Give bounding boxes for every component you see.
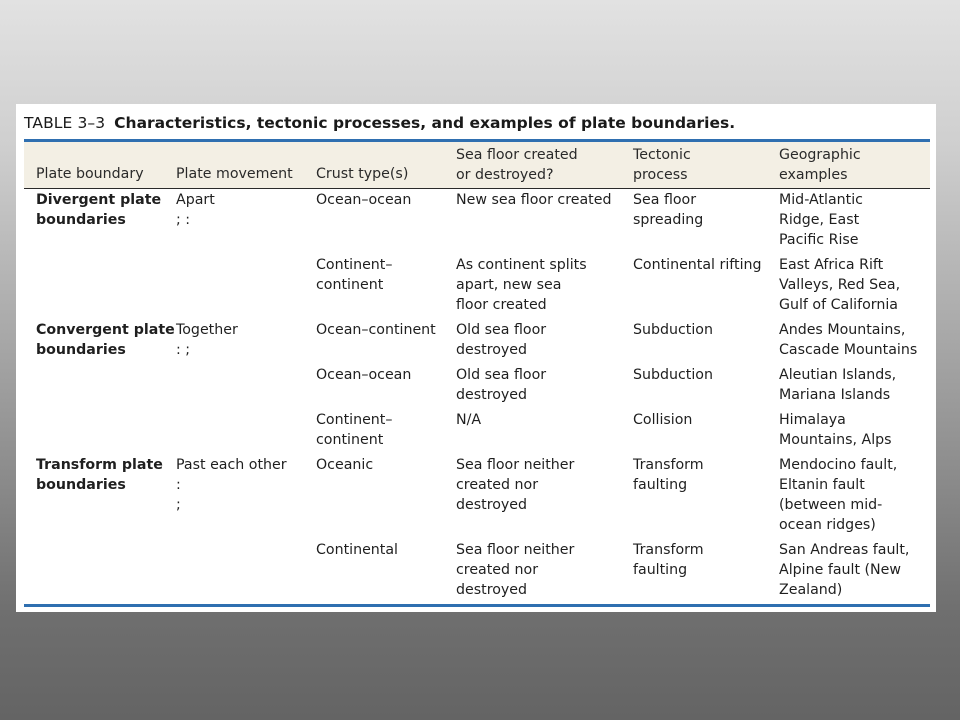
row-4-sea-floor: N/A bbox=[456, 412, 482, 428]
row-2-examples: Andes Mountains, Cascade Mountains bbox=[779, 322, 918, 358]
row-5-sea-floor: Sea floor neither created nor destroyed bbox=[456, 457, 575, 513]
header-tectonic-process: Tectonic process bbox=[633, 147, 691, 183]
row-5-examples: Mendocino fault, Eltanin fault (between mid- ocean ridges) bbox=[779, 457, 898, 533]
table-caption bbox=[24, 114, 930, 138]
movement-transform: Past each other : ; bbox=[176, 457, 287, 513]
movement-convergent: Together : ; bbox=[176, 322, 238, 358]
row-5-process: Transform faulting bbox=[633, 457, 704, 493]
row-3-sea-floor: Old sea floor destroyed bbox=[456, 367, 547, 403]
row-0-examples: Mid-Atlantic Ridge, East Pacific Rise bbox=[779, 192, 863, 248]
row-1-examples: East Africa Rift Valleys, Red Sea, Gulf of California bbox=[779, 257, 901, 313]
row-3-crust: Ocean–ocean bbox=[316, 367, 412, 383]
row-5-crust: Oceanic bbox=[316, 457, 374, 473]
row-4-examples: Himalaya Mountains, Alps bbox=[779, 412, 892, 448]
header-geographic-examples: Geographic examples bbox=[779, 147, 861, 183]
row-4-crust: Continent– continent bbox=[316, 412, 393, 448]
row-0-crust: Ocean–ocean bbox=[316, 192, 412, 208]
table-title: Characteristics, tectonic processes, and examples of plate boundaries. bbox=[114, 114, 736, 132]
table-label: TABLE 3–3 bbox=[24, 114, 106, 132]
table-figure bbox=[16, 104, 936, 612]
bottom-rule bbox=[24, 604, 930, 607]
row-0-process: Sea floor spreading bbox=[633, 192, 704, 228]
boundary-transform: Transform plate boundaries bbox=[36, 457, 163, 493]
row-1-sea-floor: As continent splits apart, new sea floor created bbox=[456, 257, 587, 313]
row-1-process: Continental rifting bbox=[633, 257, 762, 273]
row-2-sea-floor: Old sea floor destroyed bbox=[456, 322, 547, 358]
header-sea-floor: Sea floor created or destroyed? bbox=[456, 147, 578, 183]
row-0-sea-floor: New sea floor created bbox=[456, 192, 612, 208]
row-2-process: Subduction bbox=[633, 322, 713, 338]
header-rule bbox=[24, 188, 930, 189]
row-6-examples: San Andreas fault, Alpine fault (New Zealand) bbox=[779, 542, 910, 598]
movement-divergent: Apart ; : bbox=[176, 192, 215, 228]
row-6-crust: Continental bbox=[316, 542, 398, 558]
row-3-process: Subduction bbox=[633, 367, 713, 383]
header-plate-movement: Plate movement bbox=[176, 166, 293, 182]
boundary-divergent: Divergent plate boundaries bbox=[36, 192, 162, 228]
boundary-convergent: Convergent plate boundaries bbox=[36, 322, 175, 358]
row-2-crust: Ocean–continent bbox=[316, 322, 436, 338]
row-3-examples: Aleutian Islands, Mariana Islands bbox=[779, 367, 897, 403]
row-1-crust: Continent– continent bbox=[316, 257, 393, 293]
row-6-process: Transform faulting bbox=[633, 542, 704, 578]
row-6-sea-floor: Sea floor neither created nor destroyed bbox=[456, 542, 575, 598]
header-crust-types: Crust type(s) bbox=[316, 166, 409, 182]
row-4-process: Collision bbox=[633, 412, 693, 428]
header-plate-boundary: Plate boundary bbox=[36, 166, 144, 182]
